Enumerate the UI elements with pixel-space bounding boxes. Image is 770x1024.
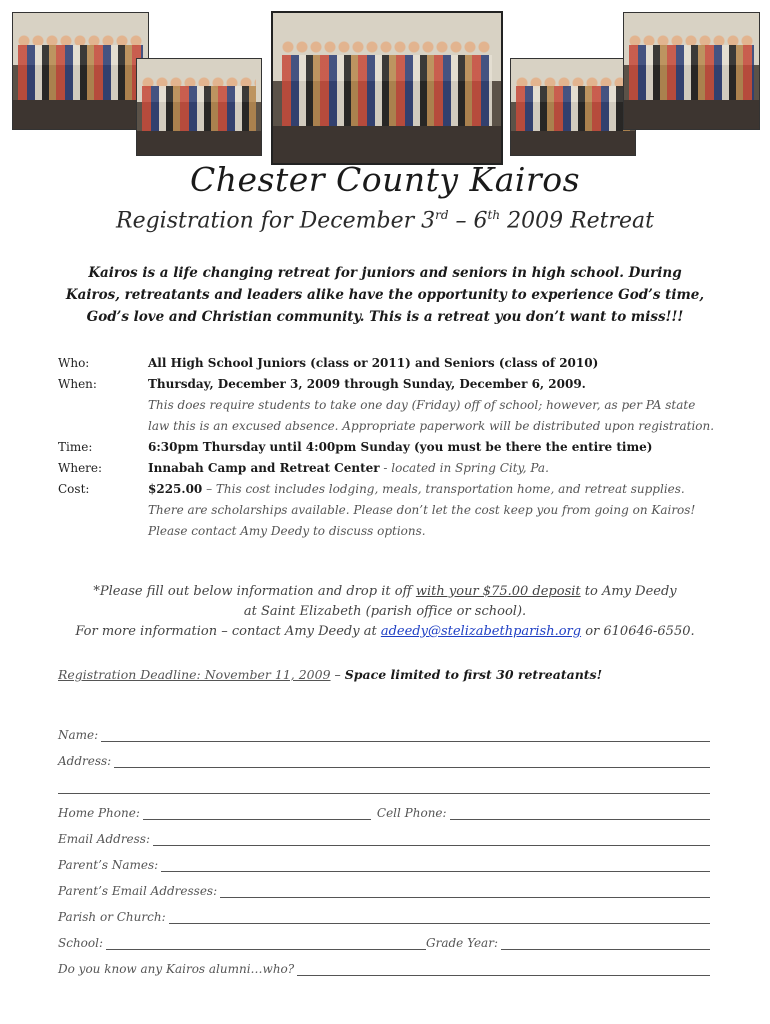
who-label: Who: [58,356,90,370]
intro-paragraph: Kairos is a life changing retreat for juniors and seniors in high school. During Kairos, retreatants and leaders alike have the opportunity to experience God’s time, God’s love and Christian community. This is a retreat you don’t want to miss!!! [65,265,705,325]
address-line-2[interactable] [58,768,710,794]
when-value: Thursday, December 3, 2009 through Sunday, December 6, 2009. [148,377,586,391]
when-row [58,374,718,437]
parish-field[interactable]: Parish or Church: [58,898,710,924]
time-row [58,437,718,458]
where-value: Innabah Camp and Retreat Center [148,461,380,475]
school-field[interactable] [106,935,426,950]
email-field[interactable]: Email Address: [58,820,710,846]
where-note: - located in Spring City, Pa. [379,461,549,475]
group-photo-2 [136,58,262,156]
page-title: Chester County Kairos [190,160,580,199]
time-label: Time: [58,440,93,454]
deadline-label: Registration Deadline: November 11, 2009 [58,667,331,682]
alumni-field[interactable]: Do you know any Kairos alumni…who? [58,950,710,976]
who-row [58,353,718,374]
time-value: 6:30pm Thursday until 4:00pm Sunday (you must be there the entire time) [148,440,653,454]
dropoff-instructions: *Please fill out below information and drop it off with your $75.00 deposit to Amy Deedy at Saint Elizabeth (parish office or school). For more information – contact Amy Deedy at adeedy@stelizabethparish.org or 610646-6550. [75,584,695,639]
cost-note: – This cost includes lodging, meals, transportation home, and retreat supplies. There are scholarships available. Please don’t let the cost keep you from going on Kairos! Please contact Amy Deedy to discuss options. [148,482,696,538]
name-field[interactable]: Name: [58,716,710,742]
cost-value: $225.00 [148,482,203,496]
when-label: When: [58,377,97,391]
address-field[interactable]: Address: [58,742,710,768]
group-photo-3 [271,11,503,165]
when-note: This does require students to take one day (Friday) off of school; however, as per PA state law this is an excused absence. Appropriate paperwork will be distributed upon registration. [148,398,715,433]
contact-email-link[interactable]: adeedy@stelizabethparish.org [380,624,582,639]
where-label: Where: [58,461,103,475]
page-subtitle: Registration for December 3rd – 6th 2009 Retreat [116,208,654,234]
space-limited-note: Space limited to first 30 retreatants! [344,667,603,682]
where-row [58,458,718,479]
cost-label: Cost: [58,482,90,496]
group-photo-5 [623,12,760,130]
who-value: All High School Juniors (class or 2011) and Seniors (class of 2010) [148,356,599,370]
cost-row [58,479,718,542]
home-phone-field[interactable] [143,805,371,820]
parents-names-field[interactable]: Parent’s Names: [58,846,710,872]
registration-form: Name: Address: Home Phone: Cell Phone: Email Address: Parent’s Names: Parent’s Email Addresses: Parish or Church: School: Grade Year: Do you know any Kairos alumni…who? [58,716,710,976]
event-details [58,353,718,542]
group-photo-4 [510,58,636,156]
parents-email-field[interactable]: Parent’s Email Addresses: [58,872,710,898]
deposit-text: with your $75.00 deposit [415,584,581,599]
registration-deadline: Registration Deadline: November 11, 2009 – Space limited to first 30 retreatants! [58,667,603,682]
group-photo-1 [12,12,149,130]
grade-year-field[interactable] [501,935,710,950]
cell-phone-field[interactable] [450,805,710,820]
